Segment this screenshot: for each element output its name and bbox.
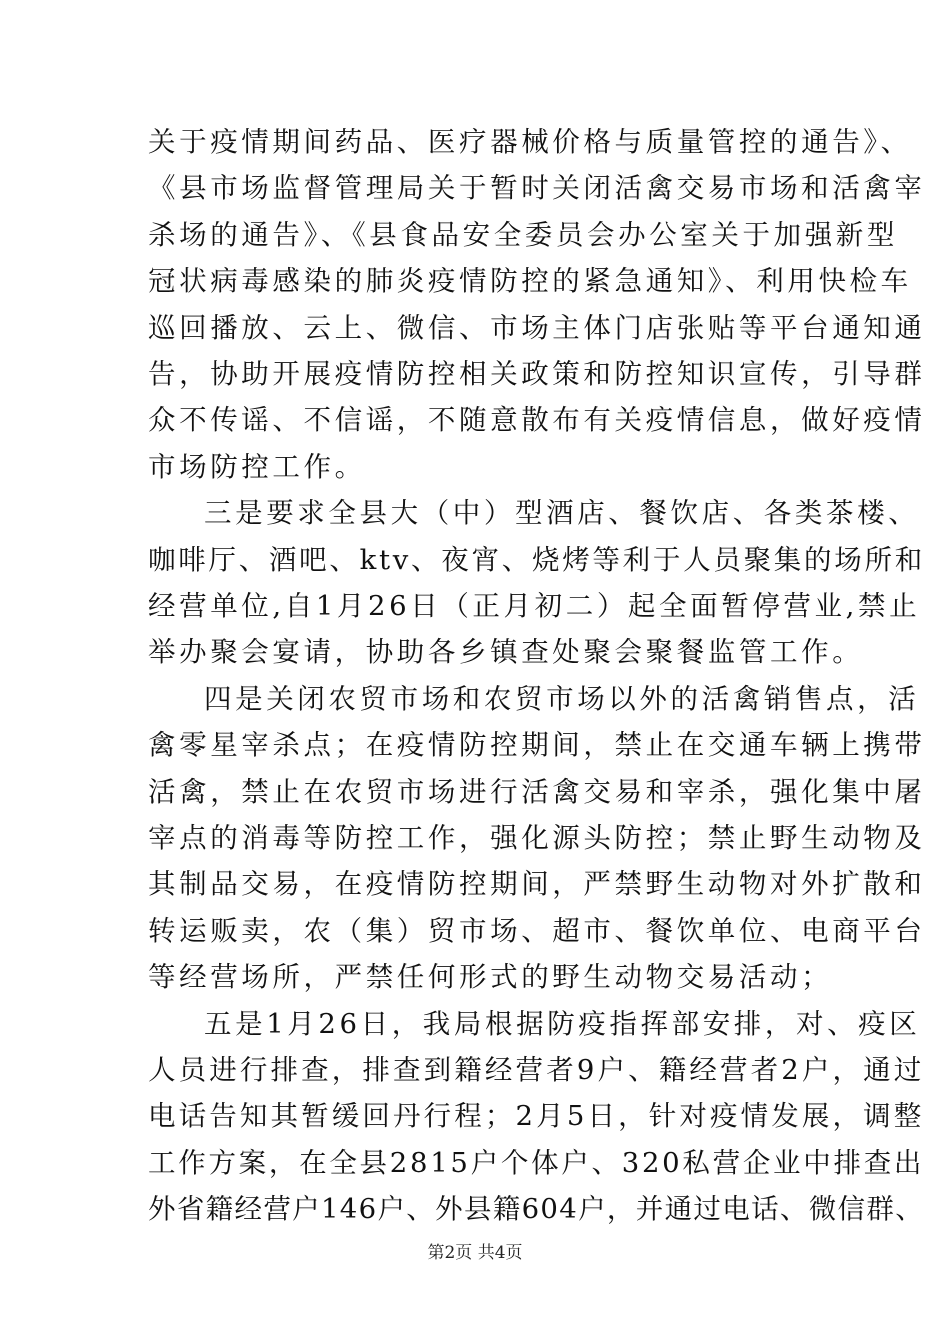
text-line: 众不传谣、不信谣，不随意散布有关疫情信息，做好疫情 <box>148 404 926 437</box>
text-line: 冠状病毒感染的肺炎疫情防控的紧急通知》、利用快检车 <box>148 265 912 298</box>
text-line: 宰点的消毒等防控工作，强化源头防控；禁止野生动物及 <box>148 822 926 854</box>
text-line: 《县市场监督管理局关于暂时关闭活禽交易市场和活禽宰 <box>148 172 926 205</box>
text-line: 经营单位,自1月26日（正月初二）起全面暂停营业,禁止 <box>148 590 921 622</box>
text-line: 关于疫情期间药品、医疗器械价格与质量管控的通告》、 <box>148 126 912 158</box>
text-line: 咖啡厅、酒吧、ktv、夜宵、烧烤等利于人员聚集的场所和 <box>148 543 925 576</box>
text-line: 四是关闭农贸市场和农贸市场以外的活禽销售点，活 <box>204 682 920 715</box>
text-line: 其制品交易，在疫情防控期间，严禁野生动物对外扩散和 <box>148 868 926 901</box>
page-footer: 第2页 共4页 <box>427 1243 523 1263</box>
text-line: 告，协助开展疫情防控相关政策和防控知识宣传，引导群 <box>148 358 926 390</box>
text-line: 杀场的通告》、《县食品安全委员会办公室关于加强新型 <box>148 218 898 251</box>
text-line: 活禽，禁止在农贸市场进行活禽交易和宰杀，强化集中屠 <box>148 775 926 808</box>
text-line: 等经营场所，严禁任何形式的野生动物交易活动； <box>148 961 833 994</box>
text-line: 举办聚会宴请，协助各乡镇查处聚会聚餐监管工作。 <box>148 636 864 669</box>
text-line: 五是1月26日，我局根据防疫指挥部安排，对、疫区 <box>204 1007 921 1040</box>
text-line: 工作方案，在全县2815户个体户、320私营企业中排查出 <box>148 1146 925 1179</box>
text-line: 电话告知其暂缓回丹行程；2月5日，针对疫情发展，调整 <box>148 1100 925 1133</box>
text-line: 市场防控工作。 <box>148 450 366 483</box>
text-line: 人员进行排查，排查到籍经营者9户、籍经营者2户，通过 <box>148 1054 925 1086</box>
text-line: 外省籍经营户146户、外县籍604户，并通过电话、微信群、 <box>148 1193 925 1226</box>
text-line: 三是要求全县大（中）型酒店、餐饮店、各类茶楼、 <box>204 497 920 530</box>
text-line: 禽零星宰杀点；在疫情防控期间，禁止在交通车辆上携带 <box>148 729 926 762</box>
text-line: 转运贩卖，农（集）贸市场、超市、餐饮单位、电商平台 <box>148 914 926 947</box>
text-line: 巡回播放、云上、微信、市场主体门店张贴等平台通知通 <box>148 311 926 344</box>
